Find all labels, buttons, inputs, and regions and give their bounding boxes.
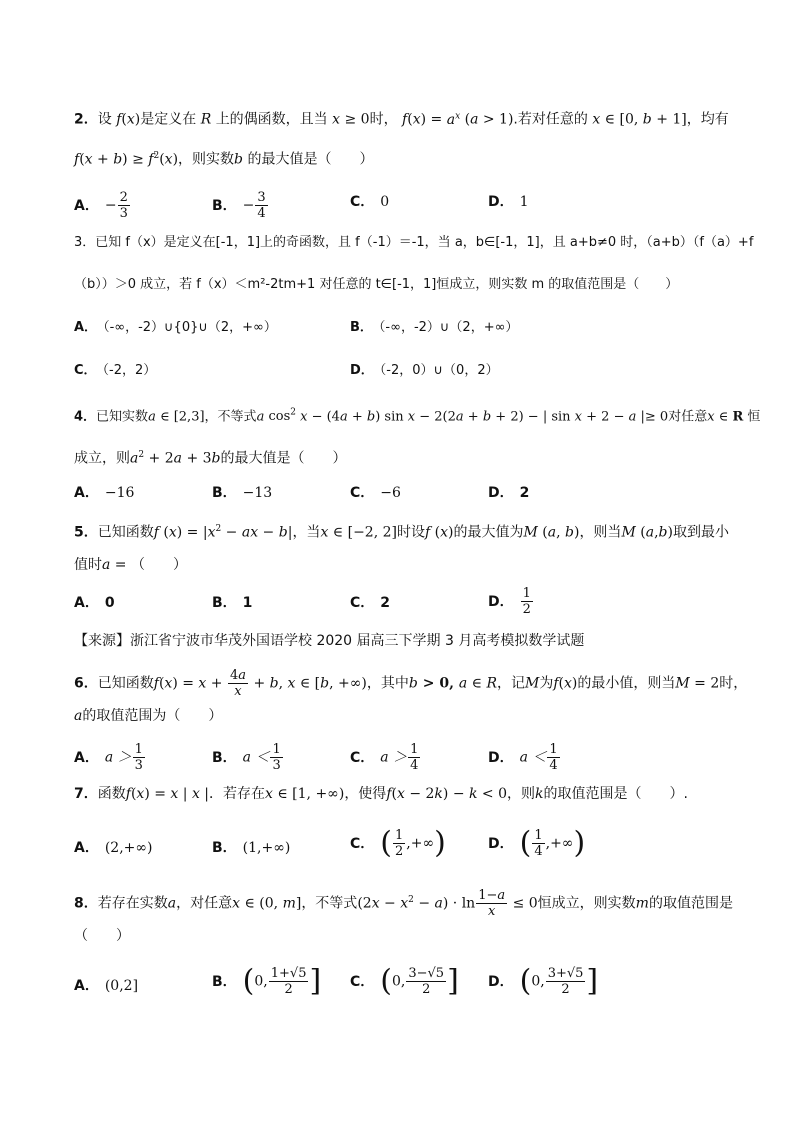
q2-option-d[interactable]: D． 1	[488, 194, 529, 210]
q4-option-b[interactable]: B． −13	[212, 485, 273, 501]
q7-line1: 7．函数f(x) = x | x |．若存在x ∈ [1, +∞)，使得f(x − 2k) − k < 0，则k的取值范围是（ ）.	[74, 786, 688, 802]
q4-line1: 4．已知实数a ∈ [2,3]，不等式a $\cos^2 x - (4a + b)$ sin x − 2(2a + b + 2) − | sin x + 2 − a |≥ 0对任意x ∈ R 恒	[74, 408, 761, 425]
q5-option-c[interactable]: C． 2	[350, 595, 391, 611]
q8-line1: 8．若存在实数a，对任意x ∈ (0, m]，不等式$(2x - x^2 - a) \cdot \ln$ $\frac{1-a}{x}$ ≤ 0恒成立，则实数m的取值范围是	[74, 888, 733, 919]
q3-option-d[interactable]: D． （-2，0）∪（0，2）	[350, 363, 499, 378]
q2-option-a[interactable]: A． − $\frac{2}{3}$	[74, 190, 128, 221]
q5-option-d[interactable]: D． $\frac{1}{2}$	[488, 586, 531, 617]
q4-option-a[interactable]: A． −16	[74, 485, 135, 501]
q7-option-c[interactable]: C． ( $\frac{1}{2}$ ,+∞)	[350, 825, 446, 861]
q6-option-a[interactable]: A． a ＞ $\frac{1}{3}$	[74, 742, 143, 773]
q3-line1: 3．已知 f（x）是定义在[-1，1]上的奇函数，且 f（-1）＝-1，当 a，b∈[-1，1]，且 a+b≠0 时，（a+b）（f（a）+f	[74, 235, 754, 250]
q7-option-d[interactable]: D． ( $\frac{1}{4}$ ,+∞)	[488, 825, 586, 861]
q6-line1: 6．已知函数f(x) = x + $\frac{4a}{x}$ + b, x ∈ [b, +∞)，其中b > 0, a ∈ R，记M为f(x)的最小值，则当M = 2时，	[74, 668, 748, 699]
q4-line2: 成立，则$a^2 + 2a + 3b$的最大值是（ ）	[74, 450, 347, 467]
source-note: 【来源】浙江省宁波市华茂外国语学校 2020 届高三下学期 3 月高考模拟数学试题	[74, 633, 585, 649]
q6-option-c[interactable]: C． a ＞ $\frac{1}{4}$	[350, 742, 419, 773]
q5-line1: 5．已知函数f $(x) = |x^2$ − ax − b|，当x ∈ [−2, 2]时设f (x)的最大值为M (a, b)，则当M (a,b)取到最小	[74, 524, 729, 541]
q3-option-b[interactable]: B． （-∞，-2）∪（2，+∞）	[350, 320, 519, 335]
q8-option-a[interactable]: A． (0,2]	[74, 978, 139, 994]
q6-option-b[interactable]: B． a ＜ $\frac{1}{3}$	[212, 742, 281, 773]
q2-option-b[interactable]: B． − $\frac{3}{4}$	[212, 190, 266, 221]
q7-option-b[interactable]: B． (1,+∞)	[212, 840, 291, 856]
q7-option-a[interactable]: A． (2,+∞)	[74, 840, 153, 856]
q4-option-c[interactable]: C． −6	[350, 485, 401, 501]
q8-option-d[interactable]: D． (0, $\frac{3+√5}{2}$ ]	[488, 963, 599, 999]
q8-option-b[interactable]: B． (0, $\frac{1+√5}{2}$ ]	[212, 963, 322, 999]
q2-line1: 2．设 f(x)是定义在 R 上的偶函数，且当 x ≥ 0时， $f(x) = a^x$ (a > 1).若对任意的 x ∈ [0, b + 1]，均有	[74, 111, 729, 128]
q5-option-a[interactable]: A． 0	[74, 595, 115, 611]
q8-line2: （ ）	[74, 928, 130, 944]
q8-option-c[interactable]: C． (0, $\frac{3-√5}{2}$ ]	[350, 963, 459, 999]
q3-option-a[interactable]: A． （-∞，-2）∪{0}∪（2，+∞）	[74, 320, 277, 335]
q3-option-c[interactable]: C． （-2，2）	[74, 363, 157, 378]
q2-option-c[interactable]: C． 0	[350, 194, 390, 210]
q6-option-d[interactable]: D． a ＜ $\frac{1}{4}$	[488, 742, 558, 773]
q6-line2: a的取值范围为（ ）	[74, 708, 223, 724]
q5-line2: 值时a = （ ）	[74, 557, 187, 573]
q3-line2: （b））＞0 成立，若 f（x）＜m²-2tm+1 对任意的 t∈[-1，1]恒成立，则实数 m 的取值范围是（ ）	[74, 277, 679, 292]
q5-option-b[interactable]: B． 1	[212, 595, 253, 611]
q4-option-d[interactable]: D． 2	[488, 485, 530, 501]
q2-line2: $f(x + b) \ge f^2(x)$，则实数b 的最大值是（ ）	[74, 151, 374, 168]
q2-number: 2．	[74, 111, 98, 128]
